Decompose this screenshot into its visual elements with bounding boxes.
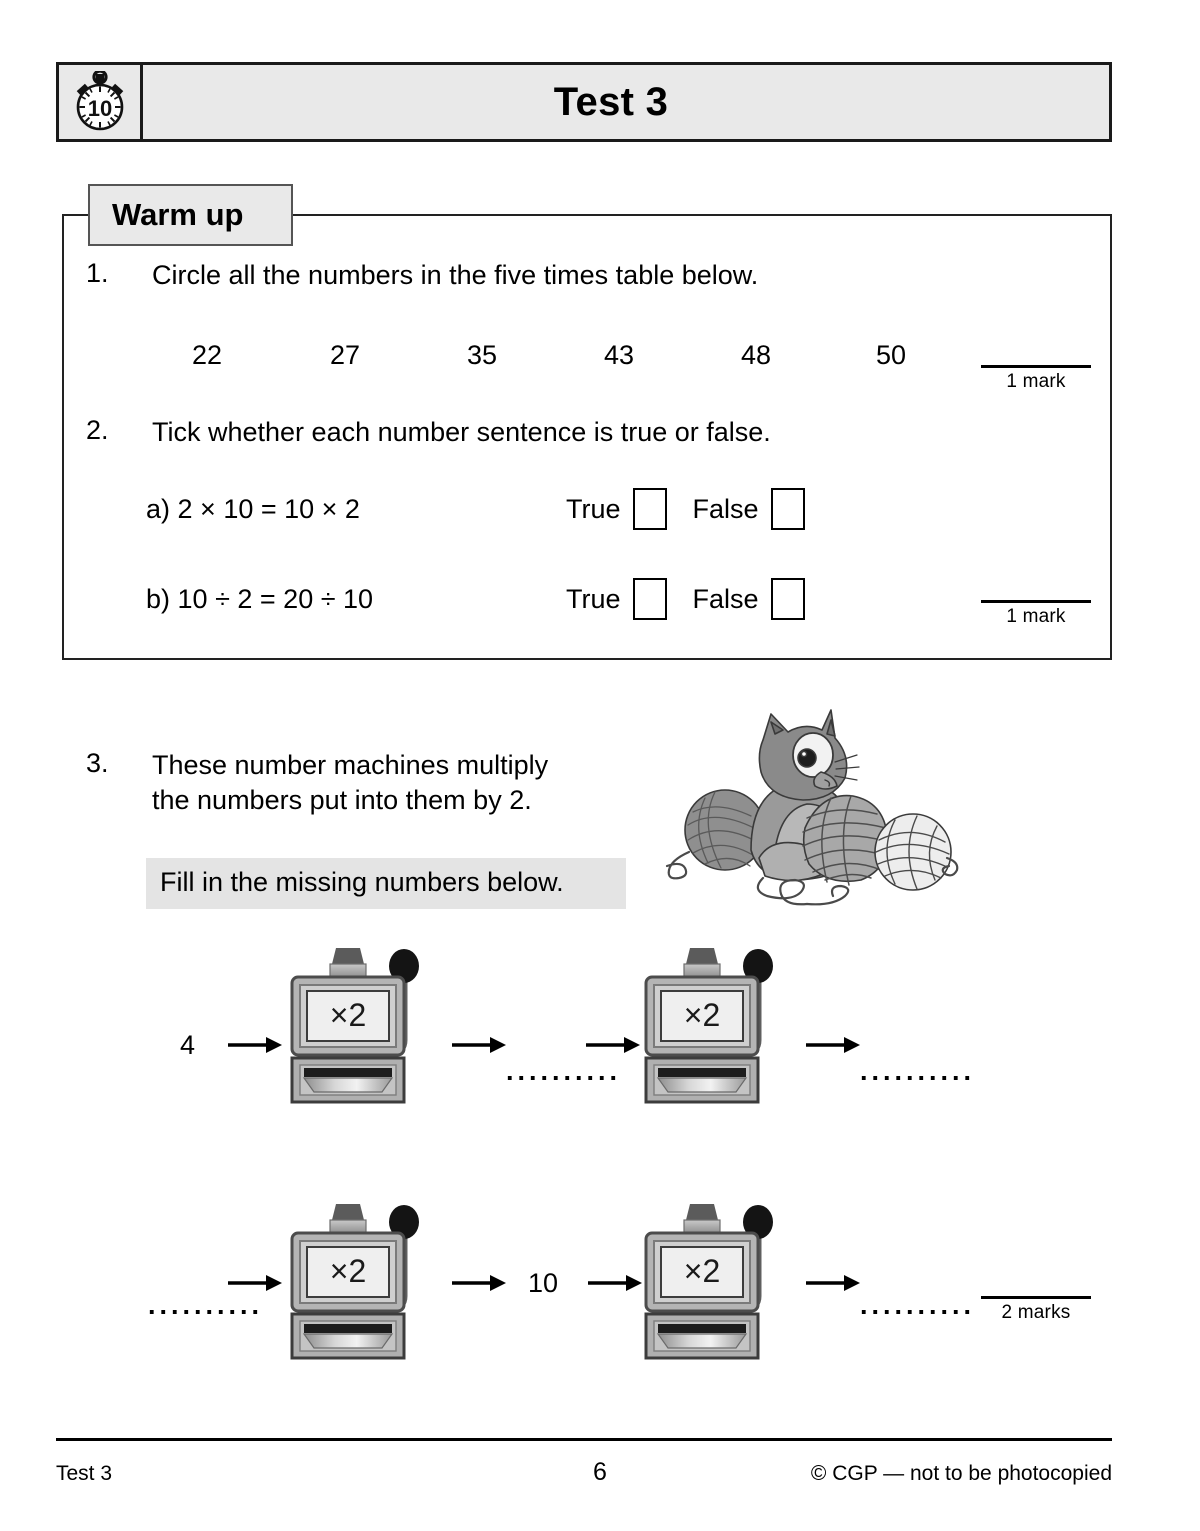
timer-minutes-text: 10 [87,96,112,121]
row2-middle-value: 10 [528,1268,559,1298]
part-a-equation: 2 × 10 = 10 × 2 [177,493,360,524]
row1-answer-blank-2[interactable]: .......... [860,1056,976,1086]
number-machine-3 [286,1196,436,1371]
marks-label: 1 mark [1006,371,1066,392]
row2-arrow-1 [228,1272,282,1294]
part-b-true-checkbox[interactable] [633,578,667,620]
machine-label: ×2 [329,997,367,1033]
number-machine-2 [640,940,790,1115]
part-b-label: b) [146,583,171,614]
machine-svg [640,940,790,1115]
question-3-marks [981,1296,1091,1324]
footer-page-number: 6 [593,1458,607,1486]
row1-arrow-1 [228,1034,282,1056]
number-machine-4 [640,1196,790,1371]
footer-copyright: © CGP — not to be photocopied [810,1462,1112,1485]
number-option-35[interactable]: 35 [466,340,498,370]
footer-test-label: Test 3 [56,1462,113,1485]
machine-label: ×2 [683,1253,721,1289]
question-1-text: Circle all the numbers in the five times table below. [152,260,759,290]
question-3-text-line2: the numbers put into them by 2. [152,785,532,815]
timer-cell [59,65,143,139]
warm-up-tag-label: Warm up [112,197,244,232]
question-2-number: 2. [86,415,109,445]
question-2-text: Tick whether each number sentence is true or false. [152,417,771,447]
question-1-number: 1. [86,258,109,288]
part-a-true-checkbox[interactable] [633,488,667,530]
part-b-expression [146,584,566,615]
row2-arrow-4 [806,1272,860,1294]
part-a-label: a) [146,493,171,524]
row2-answer-blank-start[interactable]: .......... [148,1290,264,1320]
row2-answer-blank-end[interactable]: .......... [860,1290,976,1320]
number-option-27[interactable]: 27 [329,340,361,370]
cat-with-yarn-illustration [655,700,965,915]
row1-arrow-2 [452,1034,506,1056]
part-a-false-checkbox[interactable] [771,488,805,530]
number-option-50[interactable]: 50 [875,340,907,370]
question-3-number: 3. [86,748,109,778]
number-option-43[interactable]: 43 [603,340,635,370]
row1-arrow-4 [806,1034,860,1056]
part-a-true-label: True [566,493,621,524]
cat-yarn-svg [655,700,965,915]
page-title: Test 3 [553,79,669,124]
row2-arrow-3 [588,1272,642,1294]
question-2-marks [981,600,1091,628]
stopwatch-icon [69,71,131,133]
machine-label: ×2 [683,997,721,1033]
part-b-false-label: False [692,583,759,614]
machine-svg [286,940,436,1115]
question-1-marks [981,365,1091,393]
warm-up-tag [88,184,293,246]
machine-svg [286,1196,436,1371]
part-b-true-label: True [566,583,621,614]
row1-arrow-3 [586,1034,640,1056]
machine-svg [640,1196,790,1371]
number-option-22[interactable]: 22 [191,340,223,370]
part-b-equation: 10 ÷ 2 = 20 ÷ 10 [177,583,374,614]
number-machine-1 [286,940,436,1115]
footer-divider [56,1438,1112,1441]
question-2-part-b [146,578,831,620]
row2-arrow-2 [452,1272,506,1294]
question-2-part-a [146,488,831,530]
part-a-false-label: False [692,493,759,524]
number-option-48[interactable]: 48 [740,340,772,370]
part-a-expression [146,494,566,525]
part-b-false-checkbox[interactable] [771,578,805,620]
machine-label: ×2 [329,1253,367,1289]
row1-input-value: 4 [180,1030,196,1060]
marks-label: 1 mark [1006,606,1066,627]
question-3-text-line1: These number machines multiply [152,750,549,780]
marks-label: 2 marks [1001,1302,1071,1323]
row1-answer-blank-1[interactable]: .......... [506,1056,622,1086]
test-header-bar [56,62,1112,142]
question-3-instruction: Fill in the missing numbers below. [146,858,626,909]
